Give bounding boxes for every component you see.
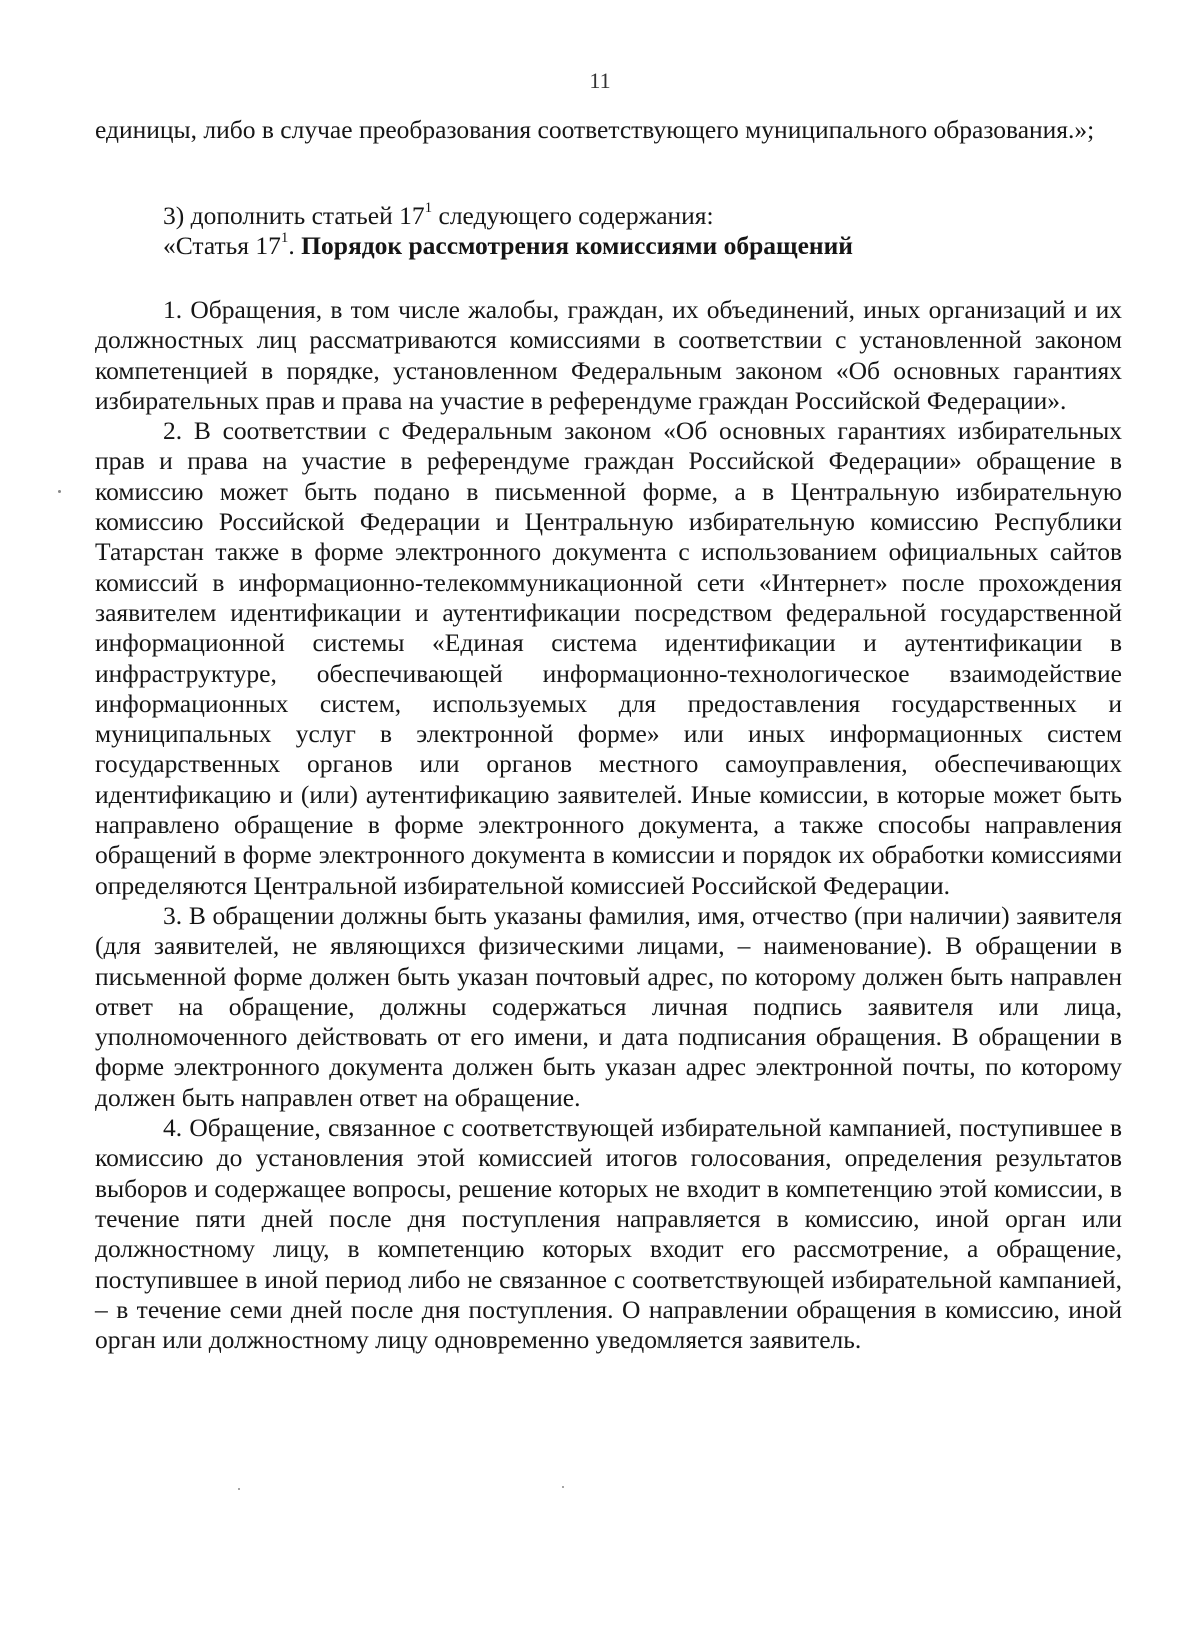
amendment-item xyxy=(95,201,1122,231)
article-heading xyxy=(95,231,1122,261)
amendment-block xyxy=(95,201,1122,262)
article-heading-title: Порядок рассмотрения комиссиями обращений xyxy=(301,231,853,261)
page-number: 11 xyxy=(589,68,611,93)
scan-artifact-dot xyxy=(238,1488,240,1490)
intro-paragraph: единицы, либо в случае преобразования соответствующего муниципального образования.»; xyxy=(95,115,1095,144)
article-heading-superscript: 1 xyxy=(280,229,289,246)
article-heading-dot: . xyxy=(288,231,302,261)
article-body xyxy=(95,295,1122,1355)
article-paragraph-3: 3. В обращении должны быть указаны фамилия, имя, отчество (при наличии) заявителя (для заявителей, не являющихся физическими лицами, – наименование). В обращении в письменной форме должен быть указан почтовый адрес, по которому должен быть направлен ответ на обращение, должны содержаться личная подпись заявителя или лица, уполномоченного действовать от его имени, и дата подписания обращения. В обращении в форме электронного документа должен быть указан адрес электронной почты, по которому должен быть направлен ответ на обращение. xyxy=(95,900,1122,1112)
scan-artifact-dot xyxy=(562,1486,564,1488)
article-paragraph-2: 2. В соответствии с Федеральным законом «Об основных гарантиях избирательных прав и права на участие в референдуме граждан Российской Федерации» обращение в комиссию может быть подано в письменной форме, а в Центральную избирательную комиссию Российской Федерации и Центральную избирательную комиссию Республики Татарстан также в форме электронного документа с использованием официальных сайтов комиссий в информационно-телекоммуникационной сети «Интернет» после прохождения заявителем идентификации и аутентификации посредством федеральной государственной информационной системы «Единая система идентификации и аутентификации в инфраструктуре, обеспечивающей информационно-технологическое взаимодействие информационных систем, используемых для предоставления государственных и муниципальных услуг в электронной форме» или иных информационных систем государственных органов или органов местного самоуправления, обеспечивающих идентификацию и (или) аутентификацию заявителей. Иные комиссии, в которые может быть направлено обращение в форме электронного документа, а также способы направления обращений в форме электронного документа в комиссии и порядок их обработки комиссиями определяются Центральной избирательной комиссией Российской Федерации. xyxy=(95,416,1122,900)
amendment-item-text: 3) дополнить статьей 17 xyxy=(163,201,425,230)
article-paragraph-1: 1. Обращения, в том числе жалобы, граждан, их объединений, иных организаций и их должностных лиц рассматриваются комиссиями в соответствии с установленной законом компетенцией в порядке, установленном Федеральным законом «Об основных гарантиях избирательных прав и права на участие в референдуме граждан Российской Федерации». xyxy=(95,295,1122,415)
amendment-item-text-end: следующего содержания: xyxy=(432,201,714,230)
intro-paragraph-block xyxy=(95,115,1122,145)
article-paragraph-4: 4. Обращение, связанное с соответствующей избирательной кампанией, поступившее в комиссию до установления этой комиссией итогов голосования, определения результатов выборов и содержащее вопросы, решение которых не входит в компетенцию этой комиссии, в течение пяти дней после дня поступления направляется в комиссию, иной орган или должностному лицу, в компетенцию которых входит его рассмотрение, а обращение, поступившее в иной период либо не связанное с соответствующей избирательной кампанией, – в течение семи дней после дня поступления. О направлении обращения в комиссию, иной орган или должностному лицу одновременно уведомляется заявитель. xyxy=(95,1113,1122,1355)
article-heading-prefix: «Статья 17 xyxy=(163,231,281,261)
amendment-item-superscript: 1 xyxy=(424,199,433,216)
scan-artifact-dot xyxy=(58,490,61,493)
